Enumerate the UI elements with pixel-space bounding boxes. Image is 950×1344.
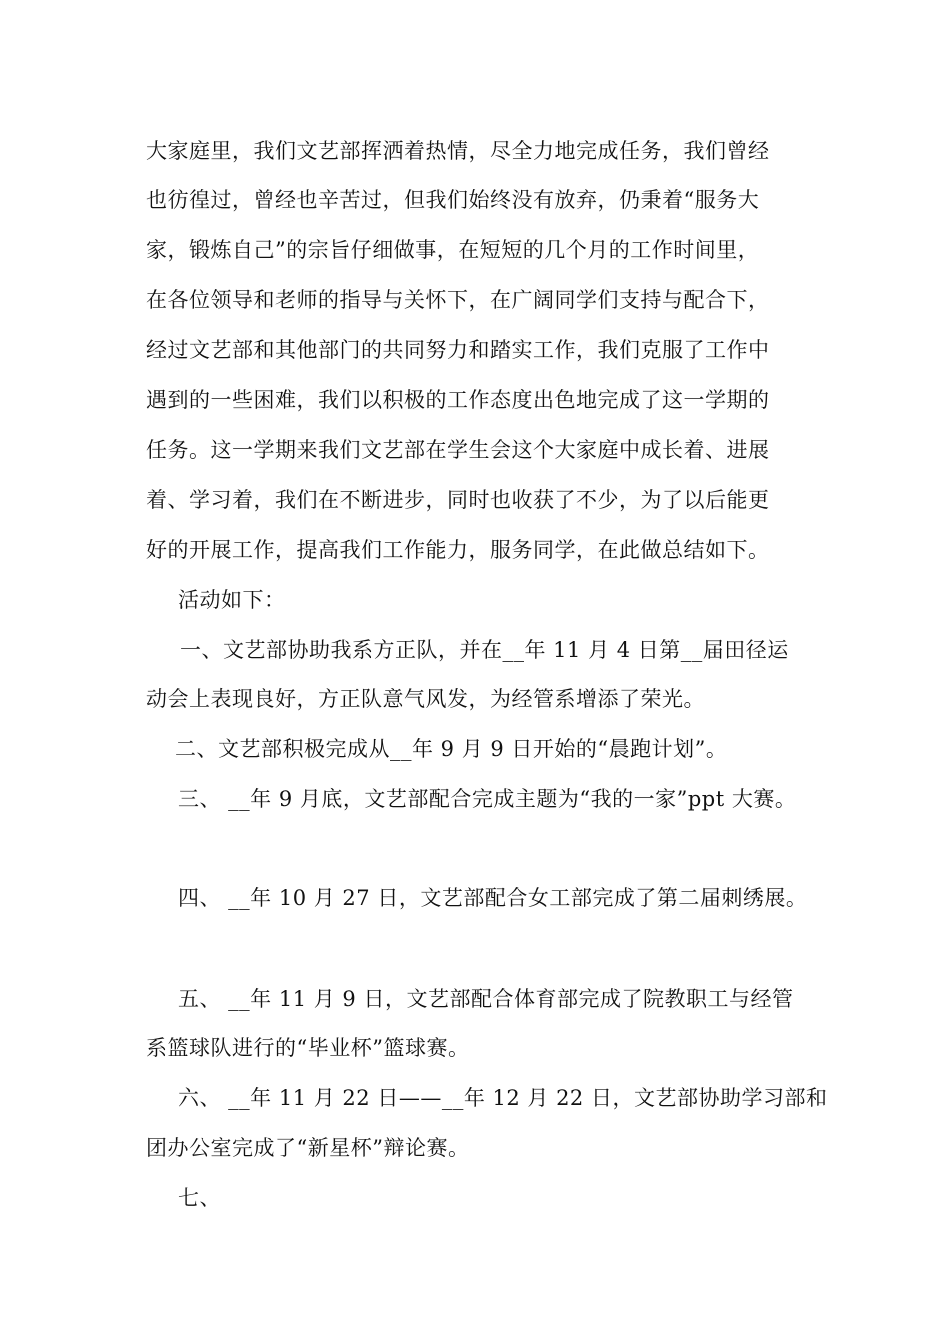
activity-item-6-continuation: 团办公室完成了“新星杯”辩论赛。 — [146, 1136, 470, 1160]
section-heading: 活动如下： — [178, 588, 286, 612]
body-text-line: 经过文艺部和其他部门的共同努力和踏实工作，我们克服了工作中 — [146, 338, 770, 362]
activity-item-5: 五、 __年 11 月 9 日，文艺部配合体育部完成了院教职工与经管 — [178, 987, 794, 1011]
activity-item-7: 七、 — [178, 1186, 221, 1210]
body-text-line: 好的开展工作，提高我们工作能力，服务同学，在此做总结如下。 — [146, 538, 770, 562]
body-text-line: 在各位领导和老师的指导与关怀下，在广阔同学们支持与配合下， — [146, 288, 770, 312]
activity-item-6: 六、 __年 11 月 22 日——__年 12 月 22 日，文艺部协助学习部和 — [178, 1086, 828, 1110]
activity-item-4: 四、 __年 10 月 27 日，文艺部配合女工部完成了第二届刺绣展。 — [178, 886, 808, 910]
activity-item-1-continuation: 动会上表现良好，方正队意气风发，为经管系增添了荣光。 — [146, 687, 705, 711]
activity-item-5-continuation: 系篮球队进行的“毕业杯”篮球赛。 — [146, 1036, 470, 1060]
body-text-line: 任务。这一学期来我们文艺部在学生会这个大家庭中成长着、进展 — [146, 438, 770, 462]
body-text-line: 也彷徨过，曾经也辛苦过，但我们始终没有放弃，仍秉着“服务大 — [146, 188, 760, 212]
activity-item-1: 一、文艺部协助我系方正队，并在__年 11 月 4 日第__届田径运 — [180, 638, 789, 662]
body-text-line: 着、学习着，我们在不断进步，同时也收获了不少，为了以后能更 — [146, 488, 770, 512]
activity-item-3: 三、 __年 9 月底，文艺部配合完成主题为“我的一家”ppt 大赛。 — [178, 787, 797, 811]
activity-item-2: 二、文艺部积极完成从__年 9 月 9 日开始的“晨跑计划”。 — [175, 737, 728, 761]
body-text-line: 遇到的一些困难，我们以积极的工作态度出色地完成了这一学期的 — [146, 388, 770, 412]
body-text-line: 大家庭里，我们文艺部挥洒着热情，尽全力地完成任务，我们曾经 — [146, 139, 770, 163]
body-text-line: 家，锻炼自己”的宗旨仔细做事，在短短的几个月的工作时间里， — [146, 238, 760, 262]
